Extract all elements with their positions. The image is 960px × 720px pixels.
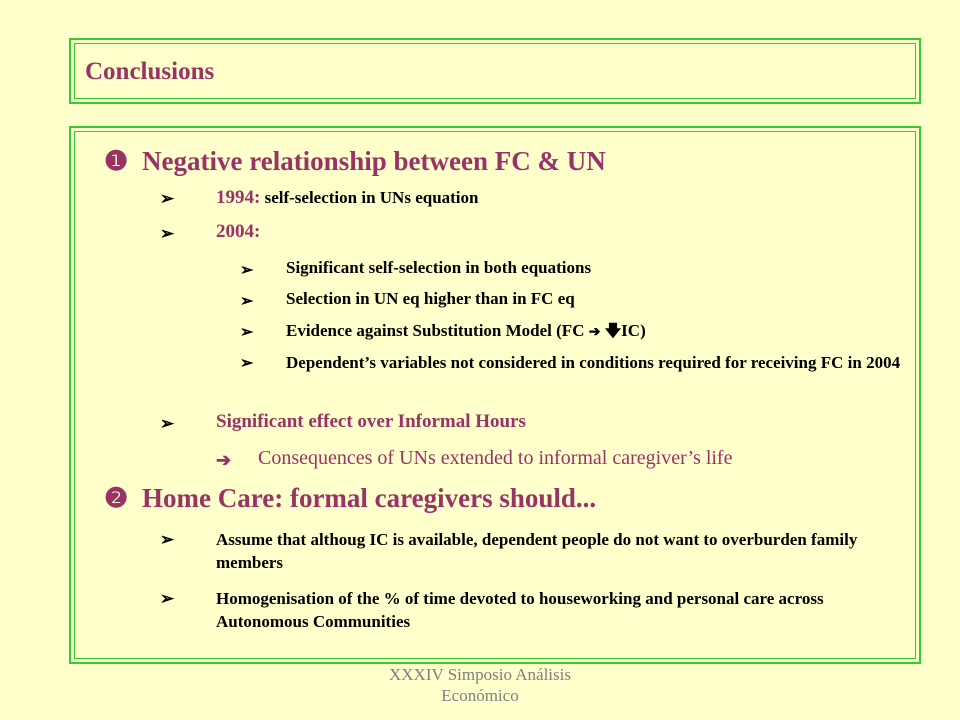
item-assume-ic-available: Assume that althoug IC is available, dependent people do not want to overburden family members	[216, 530, 858, 572]
slide-title: Conclusions	[85, 58, 215, 85]
title-box	[69, 38, 921, 104]
item-1994-text: self-selection in UNs equation	[260, 188, 479, 207]
arrowhead-bullet-icon: ➢	[160, 224, 175, 243]
arrowhead-bullet-icon: ➢	[240, 324, 254, 341]
number-two-icon: ❷	[104, 483, 129, 513]
arrowhead-bullet-icon: ➢	[160, 189, 175, 208]
right-arrow-icon: ➔	[216, 450, 232, 470]
footer-line-1: XXXIV Simposio Análisis	[389, 665, 571, 684]
arrowhead-bullet-icon: ➢	[240, 262, 254, 279]
sub-item-significant-self-selection: Significant self-selection in both equations	[286, 258, 592, 277]
evidence-prefix: Evidence against Substitution Model (FC	[286, 321, 589, 340]
item-1994	[216, 187, 479, 209]
section1-heading-text: Negative relationship between FC & UN	[142, 146, 606, 176]
arrowhead-bullet-icon: ➢	[240, 355, 254, 372]
arrowhead-bullet-icon: ➢	[160, 589, 175, 608]
number-one-icon: ❶	[104, 146, 129, 176]
item-informal-hours: Significant effect over Informal Hours	[216, 411, 526, 432]
arrowhead-bullet-icon: ➢	[240, 293, 254, 310]
section1-heading	[104, 146, 606, 177]
slide-footer	[0, 664, 960, 706]
item-1994-year: 1994:	[216, 187, 261, 208]
sub-item-evidence	[286, 320, 646, 347]
content-box	[69, 126, 921, 664]
consequences-text: Consequences of UNs extended to informal caregiver’s life	[258, 447, 733, 469]
evidence-suffix: IC)	[621, 321, 646, 340]
arrowhead-bullet-icon: ➢	[160, 530, 175, 549]
sub-item-selection-higher: Selection in UN eq higher than in FC eq	[286, 289, 575, 308]
item-2004: 2004:	[216, 221, 261, 242]
section2-heading-text: Home Care: formal caregivers should...	[142, 483, 597, 513]
item-homogenisation: Homogenisation of the % of time devoted to houseworking and personal care across Autonomous Communities	[216, 589, 824, 631]
arrowhead-bullet-icon: ➢	[160, 414, 175, 433]
right-arrow-icon: ➔	[588, 325, 601, 340]
section2-heading	[104, 483, 596, 514]
footer-line-2: Económico	[441, 686, 519, 705]
down-arrow-icon: 🡇	[604, 323, 622, 340]
sub-item-dependents-variables: Dependent’s variables not considered in conditions required for receiving FC in 2004	[286, 353, 901, 372]
